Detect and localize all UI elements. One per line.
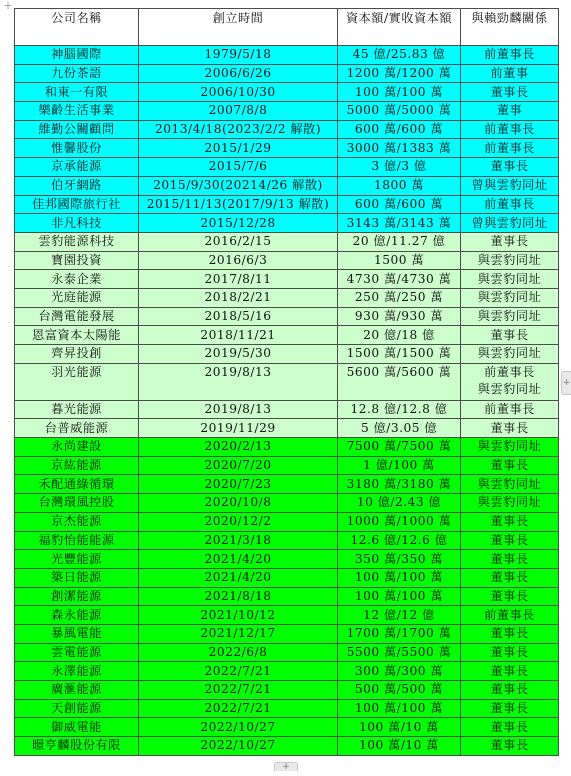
capital-cell: 500 萬/500 萬 xyxy=(338,681,461,700)
table-row xyxy=(15,176,559,195)
company-name-cell: 創潔能源 xyxy=(15,587,139,606)
founding-date-cell: 2021/8/18 xyxy=(139,587,338,606)
company-name-cell: 雲電能源 xyxy=(15,643,139,662)
table-row xyxy=(15,102,559,121)
founding-date-cell: 2022/7/21 xyxy=(139,662,338,681)
founding-date-cell: 1979/5/18 xyxy=(139,46,338,65)
table-row xyxy=(15,606,559,625)
company-name-cell: 雲豹能源科技 xyxy=(15,232,139,251)
founding-date-cell: 2019/11/29 xyxy=(139,419,338,438)
table-row xyxy=(15,662,559,681)
company-name-cell: 暻亨麟股份有限 xyxy=(15,737,139,756)
relation-cell: 前董事長 xyxy=(461,46,559,65)
company-name-cell: 暮光能源 xyxy=(15,400,139,419)
table-row xyxy=(15,83,559,102)
relation-cell: 董事長 xyxy=(461,512,559,531)
table-row xyxy=(15,326,559,345)
relation-line: 與雲豹同址 xyxy=(477,381,542,396)
table-row xyxy=(15,456,559,475)
relation-cell: 曾與雲豹同址 xyxy=(461,176,559,195)
company-name-cell: 台灣環風控股 xyxy=(15,494,139,513)
capital-cell: 12.6 億/12.6 億 xyxy=(338,531,461,550)
company-name-cell: 暴風電能 xyxy=(15,624,139,643)
header-company-name: 公司名稱 xyxy=(15,9,139,46)
table-row xyxy=(15,158,559,177)
capital-cell: 10 億/2.43 億 xyxy=(338,494,461,513)
table-row xyxy=(15,288,559,307)
company-name-cell: 台普威能源 xyxy=(15,419,139,438)
plus-icon: + xyxy=(562,378,571,388)
table-header xyxy=(15,9,559,46)
capital-cell: 4730 萬/4730 萬 xyxy=(338,270,461,289)
founding-date-cell: 2022/7/21 xyxy=(139,699,338,718)
founding-date-cell: 2016/6/3 xyxy=(139,251,338,270)
relation-cell: 前董事長 xyxy=(461,606,559,625)
capital-cell: 250 萬/250 萬 xyxy=(338,288,461,307)
company-name-cell: 非凡科技 xyxy=(15,214,139,233)
company-name-cell: 禾配通綠循環 xyxy=(15,475,139,494)
capital-cell: 600 萬/600 萬 xyxy=(338,120,461,139)
founding-date-cell: 2018/11/21 xyxy=(139,326,338,345)
capital-cell: 12 億/12 億 xyxy=(338,606,461,625)
company-name-cell: 九份茶語 xyxy=(15,64,139,83)
table-row xyxy=(15,251,559,270)
table-row xyxy=(15,419,559,438)
relation-cell: 董事長 xyxy=(461,456,559,475)
table-row xyxy=(15,624,559,643)
relation-cell: 董事長 xyxy=(461,158,559,177)
relation-line: 前董事長 xyxy=(484,364,535,379)
table-row xyxy=(15,64,559,83)
founding-date-cell: 2020/7/23 xyxy=(139,475,338,494)
founding-date-cell: 2020/10/8 xyxy=(139,494,338,513)
founding-date-cell: 2017/8/11 xyxy=(139,270,338,289)
bottom-resize-handle[interactable] xyxy=(274,762,298,771)
company-name-cell: 廣滙能源 xyxy=(15,681,139,700)
company-table xyxy=(14,8,559,756)
company-name-cell: 京紘能源 xyxy=(15,456,139,475)
header-relation: 與賴勁麟關係 xyxy=(461,9,559,46)
relation-cell: 前董事長 xyxy=(461,195,559,214)
founding-date-cell: 2007/8/8 xyxy=(139,102,338,121)
company-name-cell: 京承能源 xyxy=(15,158,139,177)
company-name-cell: 永尚建設 xyxy=(15,438,139,457)
relation-cell: 與雲豹同址 xyxy=(461,307,559,326)
capital-cell: 300 萬/300 萬 xyxy=(338,662,461,681)
table-row xyxy=(15,718,559,737)
founding-date-cell: 2015/12/28 xyxy=(139,214,338,233)
capital-cell: 600 萬/600 萬 xyxy=(338,195,461,214)
table-row xyxy=(15,494,559,513)
table-row xyxy=(15,232,559,251)
capital-cell: 100 萬/100 萬 xyxy=(338,83,461,102)
company-name-cell: 天創能源 xyxy=(15,699,139,718)
capital-cell: 5600 萬/5600 萬 xyxy=(338,363,461,400)
founding-date-cell: 2022/6/8 xyxy=(139,643,338,662)
founding-date-cell: 2021/10/12 xyxy=(139,606,338,625)
capital-cell: 1200 萬/1200 萬 xyxy=(338,64,461,83)
relation-cell: 與雲豹同址 xyxy=(461,288,559,307)
capital-cell: 5000 萬/5000 萬 xyxy=(338,102,461,121)
table-row xyxy=(15,699,559,718)
table-row xyxy=(15,438,559,457)
company-name-cell: 築日能源 xyxy=(15,568,139,587)
relation-cell: 董事長 xyxy=(461,624,559,643)
capital-cell: 3143 萬/3143 萬 xyxy=(338,214,461,233)
company-name-cell: 光庭能源 xyxy=(15,288,139,307)
relation-cell: 董事長 xyxy=(461,550,559,569)
founding-date-cell: 2021/12/17 xyxy=(139,624,338,643)
relation-cell xyxy=(461,363,559,400)
company-name-cell: 永泰企業 xyxy=(15,270,139,289)
header-capital: 資本額/實收資本額 xyxy=(338,9,461,46)
company-name-cell: 和東一有限 xyxy=(15,83,139,102)
relation-cell: 與雲豹同址 xyxy=(461,251,559,270)
relation-cell: 與雲豹同址 xyxy=(461,475,559,494)
founding-date-cell: 2015/11/13(2017/9/13 解散) xyxy=(139,195,338,214)
relation-cell: 前董事長 xyxy=(461,139,559,158)
founding-date-cell: 2006/10/30 xyxy=(139,83,338,102)
capital-cell: 100 萬/10 萬 xyxy=(338,718,461,737)
relation-cell: 前董事長 xyxy=(461,120,559,139)
relation-cell: 董事長 xyxy=(461,568,559,587)
capital-cell: 20 億/11.27 億 xyxy=(338,232,461,251)
relation-cell: 與雲豹同址 xyxy=(461,270,559,289)
company-name-cell: 佳邦國際旅行社 xyxy=(15,195,139,214)
table-row xyxy=(15,550,559,569)
capital-cell: 3180 萬/3180 萬 xyxy=(338,475,461,494)
founding-date-cell: 2018/2/21 xyxy=(139,288,338,307)
company-name-cell: 維勤公關顧問 xyxy=(15,120,139,139)
company-name-cell: 京杰能源 xyxy=(15,512,139,531)
relation-cell: 曾與雲豹同址 xyxy=(461,214,559,233)
company-name-cell: 伯牙網路 xyxy=(15,176,139,195)
capital-cell: 100 萬/10 萬 xyxy=(338,737,461,756)
table-row xyxy=(15,587,559,606)
company-name-cell: 惟馨股份 xyxy=(15,139,139,158)
relation-cell: 與雲豹同址 xyxy=(461,345,559,364)
capital-cell: 1000 萬/1000 萬 xyxy=(338,512,461,531)
relation-cell: 董事長 xyxy=(461,531,559,550)
company-name-cell: 神腦國際 xyxy=(15,46,139,65)
founding-date-cell: 2022/7/21 xyxy=(139,681,338,700)
header-founding-date: 創立時間 xyxy=(139,9,338,46)
founding-date-cell: 2022/10/27 xyxy=(139,737,338,756)
founding-date-cell: 2021/3/18 xyxy=(139,531,338,550)
relation-cell: 前董事 xyxy=(461,64,559,83)
capital-cell: 7500 萬/7500 萬 xyxy=(338,438,461,457)
company-name-cell: 永澤能源 xyxy=(15,662,139,681)
founding-date-cell: 2006/6/26 xyxy=(139,64,338,83)
relation-cell: 董事 xyxy=(461,102,559,121)
capital-cell: 100 萬/100 萬 xyxy=(338,587,461,606)
capital-cell: 45 億/25.83 億 xyxy=(338,46,461,65)
founding-date-cell: 2018/5/16 xyxy=(139,307,338,326)
relation-cell: 董事長 xyxy=(461,662,559,681)
company-name-cell: 齊昇投創 xyxy=(15,345,139,364)
capital-cell: 1500 萬 xyxy=(338,251,461,270)
capital-cell: 5 億/3.05 億 xyxy=(338,419,461,438)
capital-cell: 930 萬/930 萬 xyxy=(338,307,461,326)
founding-date-cell: 2015/9/30(20214/26 解散) xyxy=(139,176,338,195)
relation-cell: 董事長 xyxy=(461,83,559,102)
company-name-cell: 御威電能 xyxy=(15,718,139,737)
crosshair-icon: + xyxy=(3,0,13,12)
table-row xyxy=(15,195,559,214)
company-name-cell: 恩富資本太陽能 xyxy=(15,326,139,345)
founding-date-cell: 2020/7/20 xyxy=(139,456,338,475)
company-name-cell: 森永能源 xyxy=(15,606,139,625)
table-body xyxy=(15,46,559,756)
founding-date-cell: 2019/8/13 xyxy=(139,363,338,400)
table-row xyxy=(15,214,559,233)
capital-cell: 100 萬/100 萬 xyxy=(338,699,461,718)
plus-icon: + xyxy=(282,762,290,772)
founding-date-cell: 2020/2/13 xyxy=(139,438,338,457)
relation-cell: 董事長 xyxy=(461,587,559,606)
capital-cell: 350 萬/350 萬 xyxy=(338,550,461,569)
capital-cell: 1 億/100 萬 xyxy=(338,456,461,475)
capital-cell: 20 億/18 億 xyxy=(338,326,461,345)
table-row xyxy=(15,737,559,756)
capital-cell: 5500 萬/5500 萬 xyxy=(338,643,461,662)
capital-cell: 3 億/3 億 xyxy=(338,158,461,177)
table-row xyxy=(15,681,559,700)
side-resize-handle[interactable] xyxy=(561,371,571,395)
founding-date-cell: 2016/2/15 xyxy=(139,232,338,251)
table-row xyxy=(15,643,559,662)
table-row xyxy=(15,345,559,364)
relation-cell: 董事長 xyxy=(461,643,559,662)
founding-date-cell: 2020/12/2 xyxy=(139,512,338,531)
company-name-cell: 台灣電能發展 xyxy=(15,307,139,326)
table-row xyxy=(15,139,559,158)
company-name-cell: 寶園投資 xyxy=(15,251,139,270)
founding-date-cell: 2021/4/20 xyxy=(139,550,338,569)
relation-cell: 與雲豹同址 xyxy=(461,494,559,513)
relation-cell: 前董事長 xyxy=(461,400,559,419)
table-row xyxy=(15,363,559,400)
relation-cell: 董事長 xyxy=(461,232,559,251)
relation-cell: 董事長 xyxy=(461,718,559,737)
table-row xyxy=(15,475,559,494)
capital-cell: 100 萬/100 萬 xyxy=(338,568,461,587)
relation-cell: 董事長 xyxy=(461,699,559,718)
founding-date-cell: 2015/1/29 xyxy=(139,139,338,158)
founding-date-cell: 2019/8/13 xyxy=(139,400,338,419)
company-name-cell: 福豹怡能能源 xyxy=(15,531,139,550)
relation-cell: 董事長 xyxy=(461,419,559,438)
relation-cell: 董事長 xyxy=(461,681,559,700)
capital-cell: 1500 萬/1500 萬 xyxy=(338,345,461,364)
table-row xyxy=(15,568,559,587)
table-row xyxy=(15,512,559,531)
table-row xyxy=(15,531,559,550)
founding-date-cell: 2019/5/30 xyxy=(139,345,338,364)
header-row xyxy=(15,9,559,46)
founding-date-cell: 2013/4/18(2023/2/2 解散) xyxy=(139,120,338,139)
table-row xyxy=(15,120,559,139)
company-name-cell: 光豐能源 xyxy=(15,550,139,569)
founding-date-cell: 2021/4/20 xyxy=(139,568,338,587)
relation-cell: 董事長 xyxy=(461,326,559,345)
table-row xyxy=(15,307,559,326)
relation-cell: 與雲豹同址 xyxy=(461,438,559,457)
founding-date-cell: 2015/7/6 xyxy=(139,158,338,177)
table-row xyxy=(15,46,559,65)
capital-cell: 1800 萬 xyxy=(338,176,461,195)
company-name-cell: 樂齡生活事業 xyxy=(15,102,139,121)
founding-date-cell: 2022/10/27 xyxy=(139,718,338,737)
relation-cell: 董事長 xyxy=(461,737,559,756)
company-name-cell: 羽光能源 xyxy=(15,363,139,400)
table-row xyxy=(15,400,559,419)
capital-cell: 3000 萬/1383 萬 xyxy=(338,139,461,158)
table-row xyxy=(15,270,559,289)
capital-cell: 1700 萬/1700 萬 xyxy=(338,624,461,643)
capital-cell: 12.8 億/12.8 億 xyxy=(338,400,461,419)
